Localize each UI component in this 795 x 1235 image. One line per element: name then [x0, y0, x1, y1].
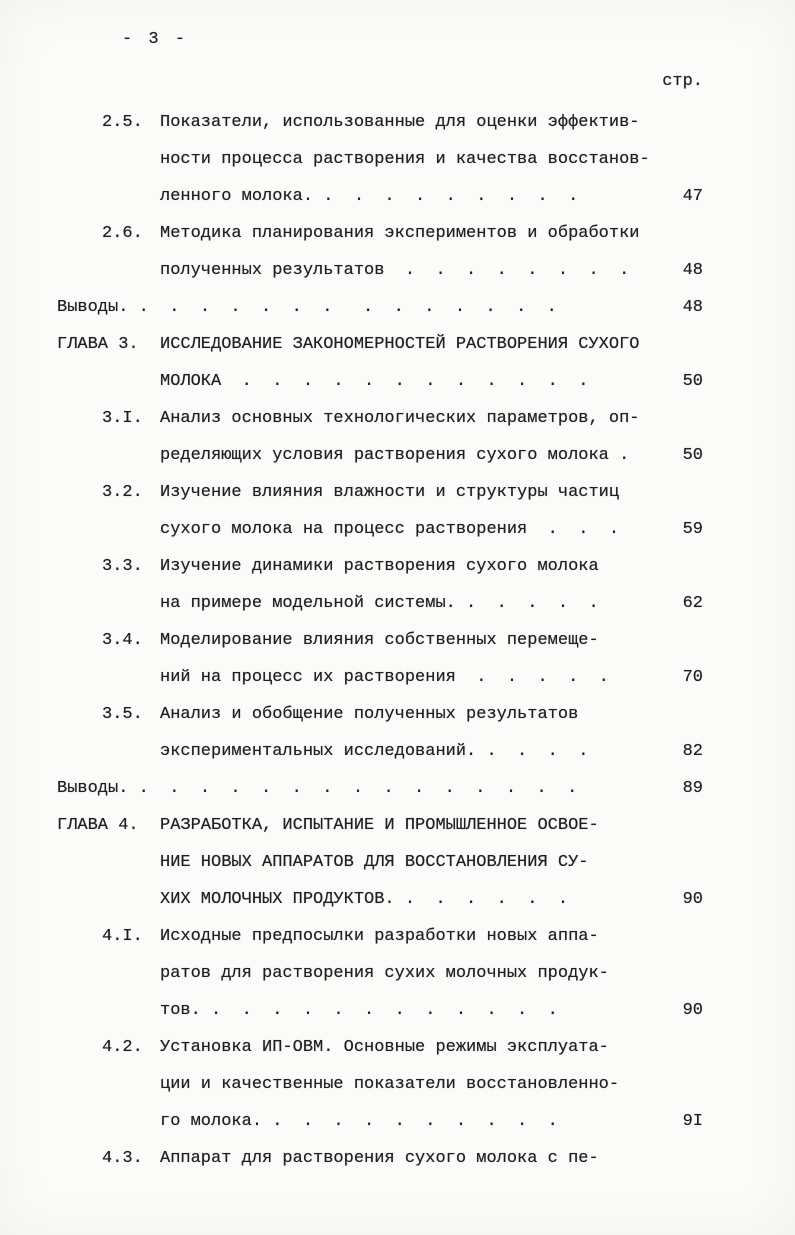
- toc-entry-page: 90: [682, 1001, 703, 1020]
- toc-entry-line: Анализ основных технологических параметров, оп-: [160, 409, 640, 428]
- toc-entry-page: 82: [682, 742, 703, 761]
- toc-entry-page: 59: [682, 520, 703, 539]
- toc-entry-line: ХИХ МОЛОЧНЫХ ПРОДУКТОВ. . . . . . .: [160, 890, 569, 909]
- toc-entry: [57, 104, 703, 215]
- toc-entry-line: Изучение влияния влажности и структуры частиц: [160, 483, 620, 502]
- toc-entry-label: 3.4.: [102, 631, 143, 650]
- toc-entry-line: ности процесса растворения и качества восстанов-: [160, 150, 650, 169]
- toc-entry-line: Анализ и обобщение полученных результатов: [160, 705, 579, 724]
- toc-entry: [57, 215, 703, 289]
- toc-entry-label: 3.2.: [102, 483, 143, 502]
- toc-entry-text: [160, 1140, 657, 1177]
- toc-entry-line: МОЛОКА . . . . . . . . . . . .: [160, 372, 589, 391]
- toc-entry-text: [160, 326, 657, 400]
- toc-entry-line: Установка ИП-ОВМ. Основные режимы эксплуата-: [160, 1038, 609, 1057]
- toc-entry-line: Моделирование влияния собственных перемеще-: [160, 631, 599, 650]
- toc-entry-label: 3.I.: [102, 409, 143, 428]
- toc-entry: [57, 326, 703, 400]
- toc-entry-line: РАЗРАБОТКА, ИСПЫТАНИЕ И ПРОМЫШЛЕННОЕ ОСВОЕ-: [160, 816, 599, 835]
- toc-entry-label: 3.5.: [102, 705, 143, 724]
- toc-entry: [57, 289, 703, 326]
- toc-entry-line: ленного молока. . . . . . . . . .: [160, 187, 579, 206]
- toc-entry: [57, 400, 703, 474]
- toc-entry-text: [160, 474, 657, 548]
- toc-entry: [57, 770, 703, 807]
- toc-entry-page: 48: [682, 298, 703, 317]
- toc-entry-page: 48: [682, 261, 703, 280]
- toc-entry: [57, 1029, 703, 1140]
- toc-entry-line: Выводы. . . . . . . . . . . . . . . .: [57, 779, 578, 798]
- toc-entry-label: ГЛАВА 4.: [57, 816, 139, 835]
- toc-entry-line: НИЕ НОВЫХ АППАРАТОВ ДЛЯ ВОССТАНОВЛЕНИЯ СУ-: [160, 853, 589, 872]
- toc-entry-line: Изучение динамики растворения сухого молока: [160, 557, 599, 576]
- toc-entry-page: 62: [682, 594, 703, 613]
- toc-entry-line: полученных результатов . . . . . . . .: [160, 261, 630, 280]
- toc-entry-line: Аппарат для растворения сухого молока с пе-: [160, 1149, 599, 1168]
- toc-entry-page: 9I: [682, 1112, 703, 1131]
- page-column-header: стр.: [662, 72, 703, 91]
- toc-entry-page: 90: [682, 890, 703, 909]
- toc-entry-text: [160, 400, 657, 474]
- toc-entry-line: тов. . . . . . . . . . . . .: [160, 1001, 558, 1020]
- toc-entry-line: го молока. . . . . . . . . . .: [160, 1112, 558, 1131]
- toc-entry-text: [160, 807, 657, 918]
- toc-entry-line: ИССЛЕДОВАНИЕ ЗАКОНОМЕРНОСТЕЙ РАСТВОРЕНИЯ СУХОГО: [160, 335, 640, 354]
- toc-entry-text: [160, 1029, 657, 1140]
- toc-entry-line: на примере модельной системы. . . . . .: [160, 594, 599, 613]
- toc-entry-page: 47: [682, 187, 703, 206]
- toc-entry-page: 70: [682, 668, 703, 687]
- toc-entry-label: ГЛАВА 3.: [57, 335, 139, 354]
- toc-entry: [57, 548, 703, 622]
- toc-list: [57, 104, 703, 1177]
- toc-entry-page: 50: [682, 372, 703, 391]
- toc-entry-line: Методика планирования экспериментов и обработки: [160, 224, 640, 243]
- toc-entry-line: Показатели, использованные для оценки эффектив-: [160, 113, 640, 132]
- toc-entry-text: [160, 918, 657, 1029]
- toc-entry: [57, 1140, 703, 1177]
- page-number-top: - 3 -: [122, 30, 189, 49]
- toc-entry-label: 2.6.: [102, 224, 143, 243]
- toc-entry-line: ции и качественные показатели восстановленно-: [160, 1075, 620, 1094]
- toc-entry-line: Выводы. . . . . . . . . . . . . . .: [57, 298, 557, 317]
- toc-entry-line: Исходные предпосылки разработки новых аппа-: [160, 927, 599, 946]
- toc-entry-label: 4.2.: [102, 1038, 143, 1057]
- toc-entry-text: [160, 215, 657, 289]
- toc-entry-text: [57, 770, 657, 807]
- toc-entry-line: ратов для растворения сухих молочных продук-: [160, 964, 609, 983]
- toc-entry-label: 2.5.: [102, 113, 143, 132]
- toc-entry-line: сухого молока на процесс растворения . . .: [160, 520, 620, 539]
- toc-entry-line: ний на процесс их растворения . . . . .: [160, 668, 609, 687]
- toc-entry: [57, 474, 703, 548]
- toc-entry-line: ределяющих условия растворения сухого молока .: [160, 446, 630, 465]
- toc-entry-page: 89: [682, 779, 703, 798]
- toc-entry-text: [57, 289, 657, 326]
- toc-entry-line: экспериментальных исследований. . . . .: [160, 742, 589, 761]
- toc-entry-label: 3.3.: [102, 557, 143, 576]
- toc-entry-page: 50: [682, 446, 703, 465]
- toc-entry-label: 4.3.: [102, 1149, 143, 1168]
- toc-entry: [57, 807, 703, 918]
- toc-entry: [57, 696, 703, 770]
- toc-entry-text: [160, 622, 657, 696]
- toc-entry-label: 4.I.: [102, 927, 143, 946]
- toc-entry: [57, 918, 703, 1029]
- toc-entry: [57, 622, 703, 696]
- toc-entry-text: [160, 696, 657, 770]
- toc-entry-text: [160, 548, 657, 622]
- toc-entry-text: [160, 104, 657, 215]
